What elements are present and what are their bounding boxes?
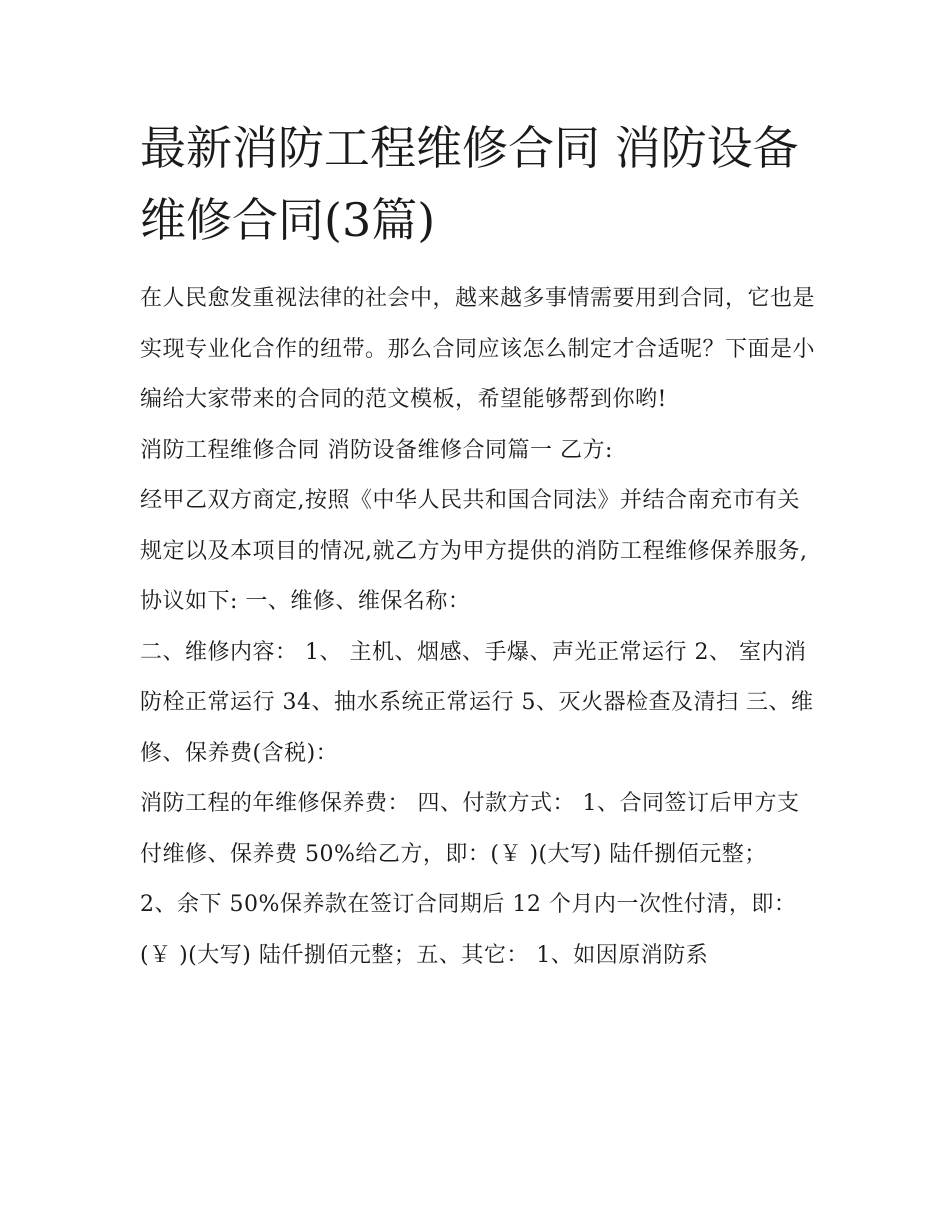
payment-paragraph: 消防工程的年维修保养费： 四、付款方式： 1、合同签订后甲方支付维修、保养费 50%给乙方，即：(￥ )(大写) 陆仟捌佰元整； [140,791,800,867]
document-body [140,112,820,981]
document-title: 最新消防工程维修合同 消防设备维修合同(3篇) [140,121,799,247]
intro-paragraph: 在人民愈发重视法律的社会中，越来越多事情需要用到合同，它也是实现专业化合作的纽带。那么合同应该怎么制定才合适呢？下面是小编给大家带来的合同的范文模板，希望能够帮到你哟! [140,286,816,412]
agreement-paragraph: 经甲乙双方商定,按照《中华人民共和国合同法》并结合南充市有关规定以及本项目的情况,就乙方为甲方提供的消防工程维修保养服务,协议如下: 一、维修、维保名称： [140,488,808,614]
maintenance-content-paragraph: 二、维修内容： 1、 主机、烟感、手爆、声光正常运行 2、 室内消防栓正常运行 34、抽水系统正常运行 5、灭火器检查及清扫 三、维修、保养费(含税)： [140,639,814,766]
section-heading-paragraph: 消防工程维修合同 消防设备维修合同篇一 乙方: [140,437,613,463]
remaining-payment-paragraph: 2、余下 50%保养款在签订合同期后 12 个月内一次性付清，即：(￥ )(大写) 陆仟捌佰元整；五、其它： 1、如因原消防系 [140,892,797,968]
